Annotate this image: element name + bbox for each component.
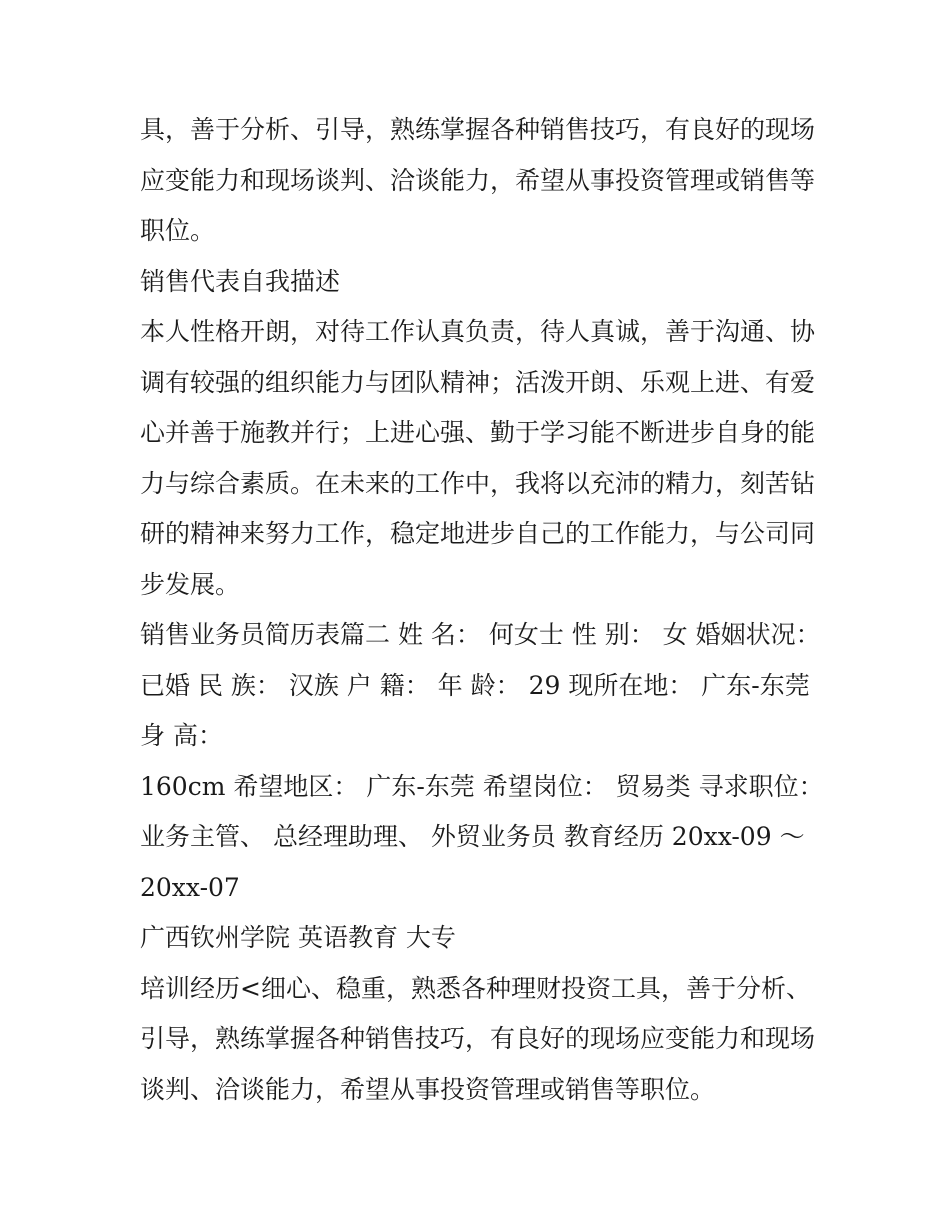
document-body xyxy=(140,105,824,1115)
resume-info-line: 160cm 希望地区： 广东-东莞 希望岗位： 贸易类 寻求职位： xyxy=(140,771,824,801)
resume-info-line: 已婚 民 族： 汉族 户 籍： 年 龄： 29 现所在地： 广东-东莞 xyxy=(140,670,810,700)
resume-info-line: 身 高： xyxy=(140,721,223,750)
paragraph-line: 职位。 xyxy=(140,216,216,245)
paragraph-line: 调有较强的组织能力与团队精神；活泼开朗、乐观上进、有爱 xyxy=(140,367,816,397)
paragraph-line: 本人性格开朗，对待工作认真负责，待人真诚，善于沟通、协 xyxy=(140,317,816,346)
paragraph-line: 谈判、洽谈能力，希望从事投资管理或销售等职位。 xyxy=(140,1074,716,1104)
section-heading: 销售代表自我描述 xyxy=(140,266,341,296)
paragraph-line: 具，善于分析、引导，熟练掌握各种销售技巧，有良好的现场 xyxy=(140,115,816,144)
paragraph-line: 应变能力和现场谈判、洽谈能力，希望从事投资管理或销售等 xyxy=(140,165,816,195)
resume-info-line: 销售业务员简历表篇二 姓 名： 何女士 性 别： 女 婚姻状况： xyxy=(140,620,821,649)
paragraph-line: 研的精神来努力工作，稳定地进步自己的工作能力，与公司同 xyxy=(140,519,816,548)
paragraph-line: 力与综合素质。在未来的工作中，我将以充沛的精力，刻苦钻 xyxy=(140,468,816,498)
resume-info-line: 20xx-07 xyxy=(140,872,240,902)
paragraph-line: 引导，熟练掌握各种销售技巧，有良好的现场应变能力和现场 xyxy=(140,1024,816,1053)
paragraph-line: 步发展。 xyxy=(140,569,241,599)
education-line: 广西钦州学院 英语教育 大专 xyxy=(140,923,456,952)
paragraph-line: 培训经历<细心、稳重，熟悉各种理财投资工具，善于分析、 xyxy=(140,973,811,1003)
paragraph-line: 心并善于施教并行；上进心强、勤于学习能不断进步自身的能 xyxy=(140,418,816,447)
resume-info-line: 业务主管、 总经理助理、 外贸业务员 教育经历 20xx-09 ～ xyxy=(140,822,805,851)
